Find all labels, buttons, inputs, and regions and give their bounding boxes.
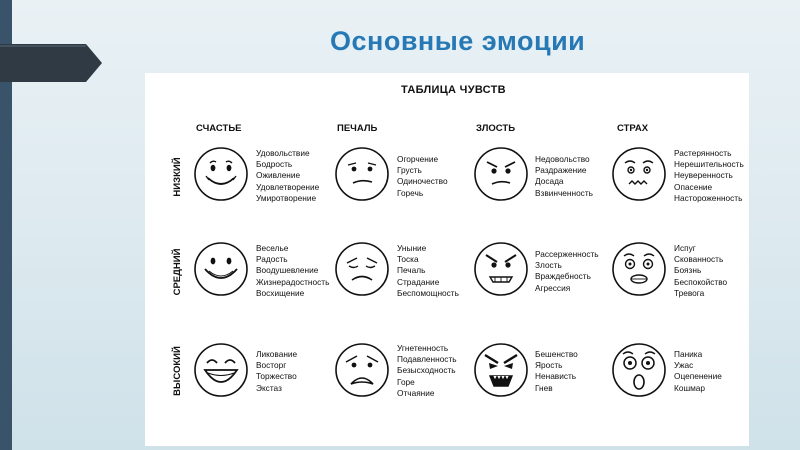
row-header-medium: СРЕДНИЙ bbox=[172, 248, 183, 296]
feeling-word: Паника bbox=[674, 349, 703, 359]
low-fear-words bbox=[674, 148, 744, 204]
feeling-word: Скованность bbox=[674, 254, 724, 265]
feeling-word: Взвинченность bbox=[535, 187, 593, 198]
high-sadness-words bbox=[397, 343, 457, 399]
medium-sadness-words bbox=[397, 243, 459, 299]
feeling-word: Злость bbox=[535, 260, 562, 271]
feeling-word: Враждебность bbox=[535, 271, 591, 282]
scared-face-icon bbox=[611, 342, 667, 398]
feeling-word: Недовольство bbox=[535, 154, 590, 164]
happy-face-icon bbox=[193, 146, 249, 202]
feeling-word: Торжество bbox=[256, 371, 297, 382]
feeling-word: Одиночество bbox=[397, 176, 448, 187]
feeling-word: Бешенство bbox=[535, 349, 578, 359]
feeling-word: Рассерженность bbox=[535, 249, 599, 259]
feeling-word: Тревога bbox=[674, 287, 705, 298]
medium-happiness-words bbox=[256, 243, 329, 299]
column-header-anger: ЗЛОСТЬ bbox=[476, 123, 516, 134]
feeling-word: Боязнь bbox=[674, 265, 702, 276]
sad-face-icon bbox=[334, 241, 390, 297]
table-title: ТАБЛИЦА ЧУВСТВ bbox=[401, 84, 506, 96]
feeling-word: Тоска bbox=[397, 254, 419, 265]
row-header-high: ВЫСОКИЙ bbox=[172, 346, 183, 396]
medium-fear-words bbox=[674, 243, 727, 299]
feeling-word: Опасение bbox=[674, 181, 713, 192]
low-anger-words bbox=[535, 154, 593, 199]
happy-face-icon bbox=[193, 342, 249, 398]
feeling-word: Оживление bbox=[256, 170, 301, 181]
feeling-word: Ненависть bbox=[535, 371, 577, 382]
feeling-word: Умиротворение bbox=[256, 192, 317, 203]
feeling-word: Восторг bbox=[256, 360, 287, 371]
feeling-word: Ярость bbox=[535, 360, 563, 371]
feeling-word: Грусть bbox=[397, 165, 422, 176]
column-header-happiness: СЧАСТЬЕ bbox=[196, 123, 242, 134]
arrow-tab-icon bbox=[0, 44, 102, 82]
feeling-word: Настороженность bbox=[674, 192, 743, 203]
slide-title: Основные эмоции bbox=[330, 26, 586, 56]
feeling-word: Беспомощность bbox=[397, 287, 459, 298]
angry-face-icon bbox=[473, 241, 529, 297]
feeling-word: Жизнерадостность bbox=[256, 276, 330, 287]
feeling-word: Растерянность bbox=[674, 148, 732, 158]
angry-face-icon bbox=[473, 342, 529, 398]
sad-face-icon bbox=[334, 146, 390, 202]
feeling-word: Горечь bbox=[397, 187, 424, 198]
feeling-word: Подавленность bbox=[397, 354, 457, 365]
column-header-sadness: ПЕЧАЛЬ bbox=[337, 123, 378, 134]
feeling-word: Экстаз bbox=[256, 382, 282, 393]
high-happiness-words bbox=[256, 349, 297, 394]
feeling-word: Раздражение bbox=[535, 165, 587, 176]
feeling-word: Агрессия bbox=[535, 282, 571, 293]
feeling-word: Восхищение bbox=[256, 287, 305, 298]
feeling-word: Ликование bbox=[256, 349, 298, 359]
low-happiness-words bbox=[256, 148, 319, 204]
low-sadness-words bbox=[397, 154, 448, 199]
high-fear-words bbox=[674, 349, 722, 394]
feeling-word: Удовлетворение bbox=[256, 181, 320, 192]
feeling-word: Нерешительность bbox=[674, 159, 744, 170]
feeling-word: Безысходность bbox=[397, 365, 456, 376]
feeling-word: Отчаяние bbox=[397, 387, 435, 398]
feeling-word: Ужас bbox=[674, 360, 694, 371]
scared-face-icon bbox=[611, 146, 667, 202]
sad-face-icon bbox=[334, 342, 390, 398]
feeling-word: Горе bbox=[397, 376, 415, 387]
feeling-word: Гнев bbox=[535, 382, 553, 393]
feeling-word: Огорчение bbox=[397, 154, 439, 164]
feeling-word: Воодушевление bbox=[256, 265, 319, 276]
feeling-word: Кошмар bbox=[674, 382, 706, 393]
feeling-word: Радость bbox=[256, 254, 288, 265]
feeling-word: Бодрость bbox=[256, 159, 293, 170]
angry-face-icon bbox=[473, 146, 529, 202]
medium-anger-words bbox=[535, 249, 599, 294]
feeling-word: Страдание bbox=[397, 276, 440, 287]
column-header-fear: СТРАХ bbox=[617, 123, 649, 134]
feeling-word: Уныние bbox=[397, 243, 427, 253]
feelings-table-image bbox=[145, 73, 749, 446]
row-header-low: НИЗКИЙ bbox=[172, 157, 183, 197]
feeling-word: Беспокойство bbox=[674, 276, 728, 287]
feeling-word: Оцепенение bbox=[674, 371, 722, 382]
high-anger-words bbox=[535, 349, 578, 394]
feeling-word: Печаль bbox=[397, 265, 426, 276]
happy-face-icon bbox=[193, 241, 249, 297]
feeling-word: Испуг bbox=[674, 243, 696, 253]
feeling-word: Угнетенность bbox=[397, 343, 449, 353]
feeling-word: Неуверенность bbox=[674, 170, 733, 181]
feeling-word: Удовольствие bbox=[256, 148, 310, 158]
feeling-word: Досада bbox=[535, 176, 564, 187]
feeling-word: Веселье bbox=[256, 243, 289, 253]
scared-face-icon bbox=[611, 241, 667, 297]
